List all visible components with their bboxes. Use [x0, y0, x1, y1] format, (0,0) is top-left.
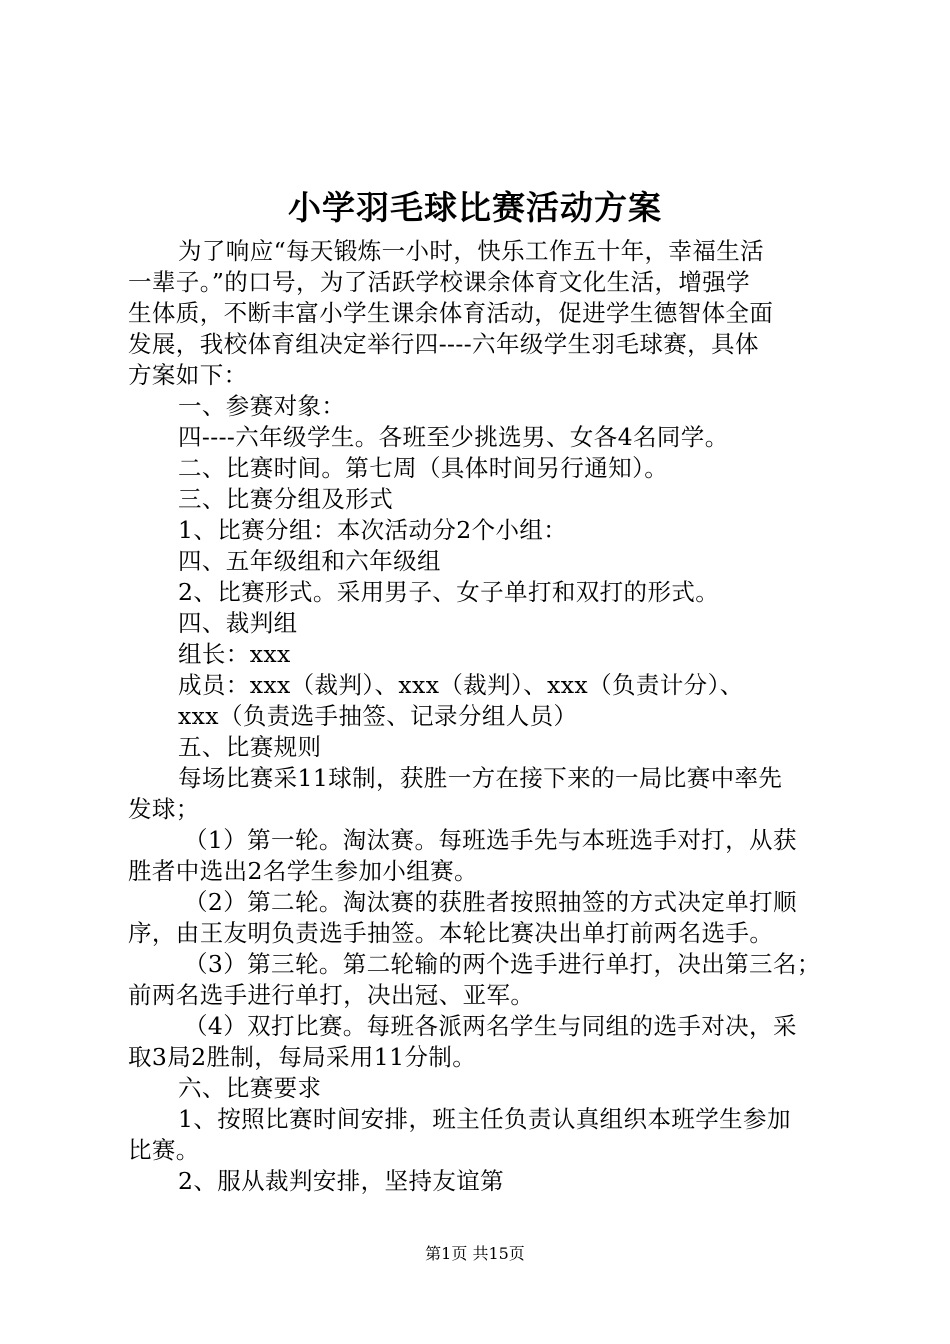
paragraph-line: 四----六年级学生。各班至少挑选男、女各4名同学。 — [178, 423, 729, 451]
document-body — [128, 236, 840, 1197]
paragraph-line: 每场比赛采11球制，获胜一方在接下来的一局比赛中率先 — [178, 764, 783, 792]
paragraph-line: 为了响应“每天锻炼一小时，快乐工作五十年，幸福生活 — [178, 237, 765, 265]
paragraph-line: （3）第三轮。第二轮输的两个选手进行单打，决出第三名； — [184, 950, 821, 978]
section-heading: 二、比赛时间。第七周（具体时间另行通知）。 — [178, 454, 669, 482]
paragraph-line: 2、服从裁判安排，坚持友谊第 — [178, 1167, 505, 1195]
document-title: 小学羽毛球比赛活动方案 — [288, 188, 662, 227]
section-heading: 四、裁判组 — [178, 609, 298, 637]
paragraph-line: 2、比赛形式。采用男子、女子单打和双打的形式。 — [178, 578, 720, 606]
section-heading: 六、比赛要求 — [178, 1074, 322, 1102]
paragraph-line: 序，由王友明负责选手抽签。本轮比赛决出单打前两名选手。 — [128, 919, 774, 947]
paragraph-line: 方案如下： — [128, 361, 248, 389]
paragraph-line: 组长：xxx — [178, 640, 291, 668]
section-heading: 一、参赛对象： — [178, 392, 346, 420]
paragraph-line: 发球； — [128, 795, 200, 823]
paragraph-line: 1、按照比赛时间安排，班主任负责认真组织本班学生参加 — [178, 1105, 791, 1133]
paragraph-line: 发展，我校体育组决定举行四----六年级学生羽毛球赛，具体 — [128, 330, 759, 358]
paragraph-line: （2）第二轮。淘汰赛的获胜者按照抽签的方式决定单打顺 — [184, 888, 797, 916]
paragraph-line: （1）第一轮。淘汰赛。每班选手先与本班选手对打，从获 — [184, 826, 797, 854]
page-footer: 第1页 共15页 — [425, 1244, 525, 1263]
paragraph-line: 胜者中选出2名学生参加小组赛。 — [128, 857, 478, 885]
paragraph-line: 前两名选手进行单打，决出冠、亚军。 — [128, 981, 535, 1009]
paragraph-line: xxx（负责选手抽签、记录分组人员） — [178, 702, 578, 730]
paragraph-line: 比赛。 — [128, 1136, 200, 1164]
section-heading: 五、比赛规则 — [178, 733, 322, 761]
section-heading: 三、比赛分组及形式 — [178, 485, 394, 513]
paragraph-line: 生体质，不断丰富小学生课余体育活动，促进学生德智体全面 — [128, 299, 774, 327]
paragraph-line: （4）双打比赛。每班各派两名学生与同组的选手对决，采 — [184, 1012, 797, 1040]
paragraph-line: 取3局2胜制，每局采用11分制。 — [128, 1043, 477, 1071]
paragraph-line: 一辈子。”的口号，为了活跃学校课余体育文化生活，增强学 — [128, 268, 751, 296]
paragraph-line: 成员：xxx（裁判）、xxx（裁判）、xxx（负责计分）、 — [178, 671, 744, 699]
paragraph-line: 四、五年级组和六年级组 — [178, 547, 441, 575]
paragraph-line: 1、比赛分组：本次活动分2个小组： — [178, 516, 568, 544]
